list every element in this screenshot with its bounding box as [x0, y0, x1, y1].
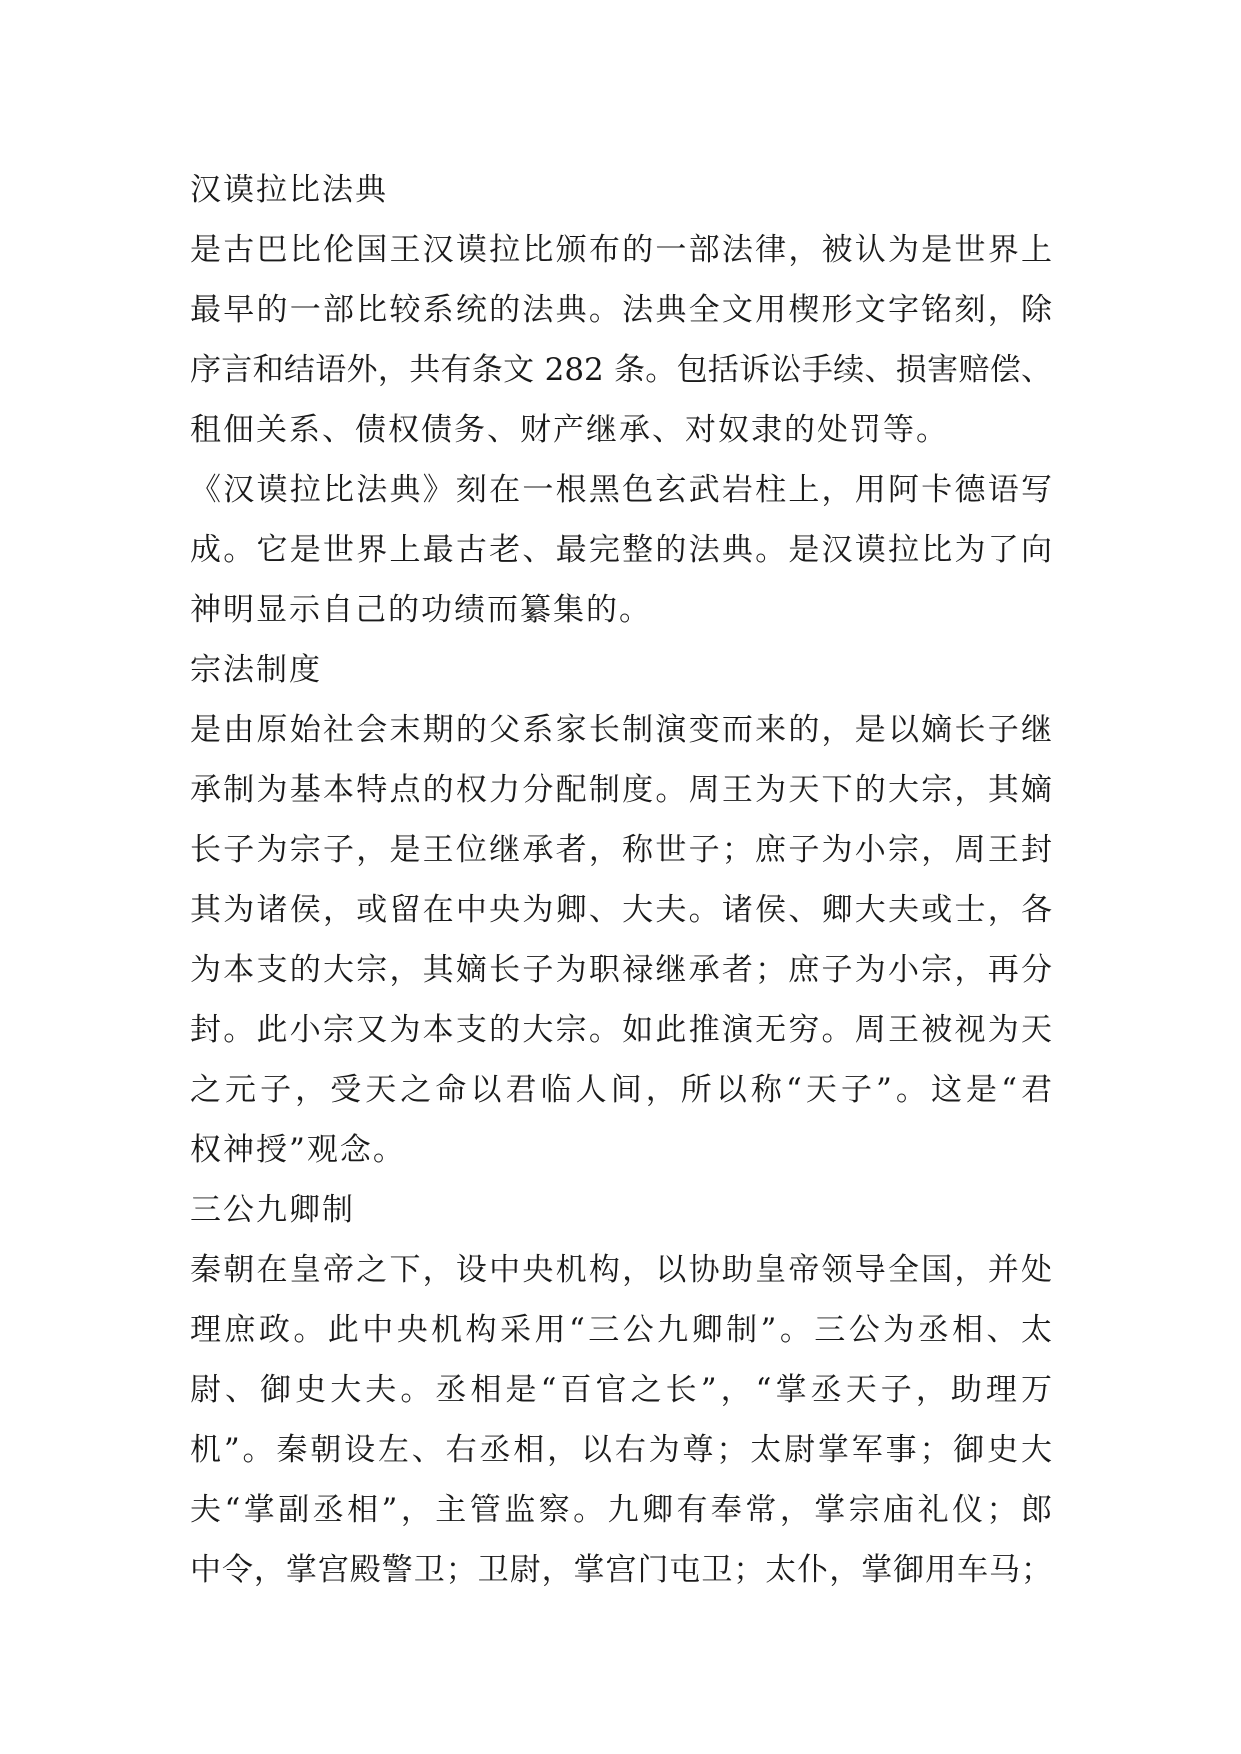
paragraph-line: 租佃关系、债权债务、财产继承、对奴隶的处罚等。: [190, 412, 949, 448]
paragraph-line: 其为诸侯，或留在中央为卿、大夫。诸侯、卿大夫或士，各: [190, 892, 1052, 928]
section-heading: 宗法制度: [190, 652, 322, 688]
paragraph-line: 是古巴比伦国王汉谟拉比颁布的一部法律，被认为是世界上: [190, 232, 1052, 268]
paragraph-line: 序言和结语外，共有条文 282 条。包括诉讼手续、损害赔偿、: [190, 352, 1052, 388]
paragraph-line: 为本支的大宗，其嫡长子为职禄继承者；庶子为小宗，再分: [190, 952, 1052, 988]
section-heading: 三公九卿制: [190, 1192, 355, 1228]
paragraph-line: 长子为宗子，是王位继承者，称世子；庶子为小宗，周王封: [190, 832, 1052, 868]
paragraph-line: 权神授”观念。: [190, 1132, 406, 1168]
paragraph-line: 机”。秦朝设左、右丞相，以右为尊；太尉掌军事；御史大: [190, 1432, 1052, 1468]
paragraph-line: 神明显示自己的功绩而纂集的。: [190, 592, 652, 628]
paragraph-line: 秦朝在皇帝之下，设中央机构，以协助皇帝领导全国，并处: [190, 1252, 1052, 1288]
document-body: [190, 160, 1052, 1600]
paragraph-line: 封。此小宗又为本支的大宗。如此推演无穷。周王被视为天: [190, 1012, 1052, 1048]
paragraph-line: 《汉谟拉比法典》刻在一根黑色玄武岩柱上，用阿卡德语写: [190, 472, 1052, 508]
paragraph-line: 尉、御史大夫。丞相是“百官之长”，“掌丞天子，助理万: [190, 1372, 1052, 1408]
paragraph-line: 中令，掌宫殿警卫；卫尉，掌宫门屯卫；太仆，掌御用车马；: [190, 1552, 1052, 1588]
paragraph-line: 是由原始社会末期的父系家长制演变而来的，是以嫡长子继: [190, 712, 1052, 748]
paragraph-line: 成。它是世界上最古老、最完整的法典。是汉谟拉比为了向: [190, 532, 1052, 568]
paragraph-line: 之元子，受天之命以君临人间，所以称“天子”。这是“君: [190, 1072, 1052, 1108]
section-heading: 汉谟拉比法典: [190, 172, 388, 208]
paragraph-line: 理庶政。此中央机构采用“三公九卿制”。三公为丞相、太: [190, 1312, 1052, 1348]
paragraph-line: 夫“掌副丞相”，主管监察。九卿有奉常，掌宗庙礼仪；郎: [190, 1492, 1052, 1528]
paragraph-line: 最早的一部比较系统的法典。法典全文用楔形文字铭刻，除: [190, 292, 1052, 328]
paragraph-line: 承制为基本特点的权力分配制度。周王为天下的大宗，其嫡: [190, 772, 1052, 808]
